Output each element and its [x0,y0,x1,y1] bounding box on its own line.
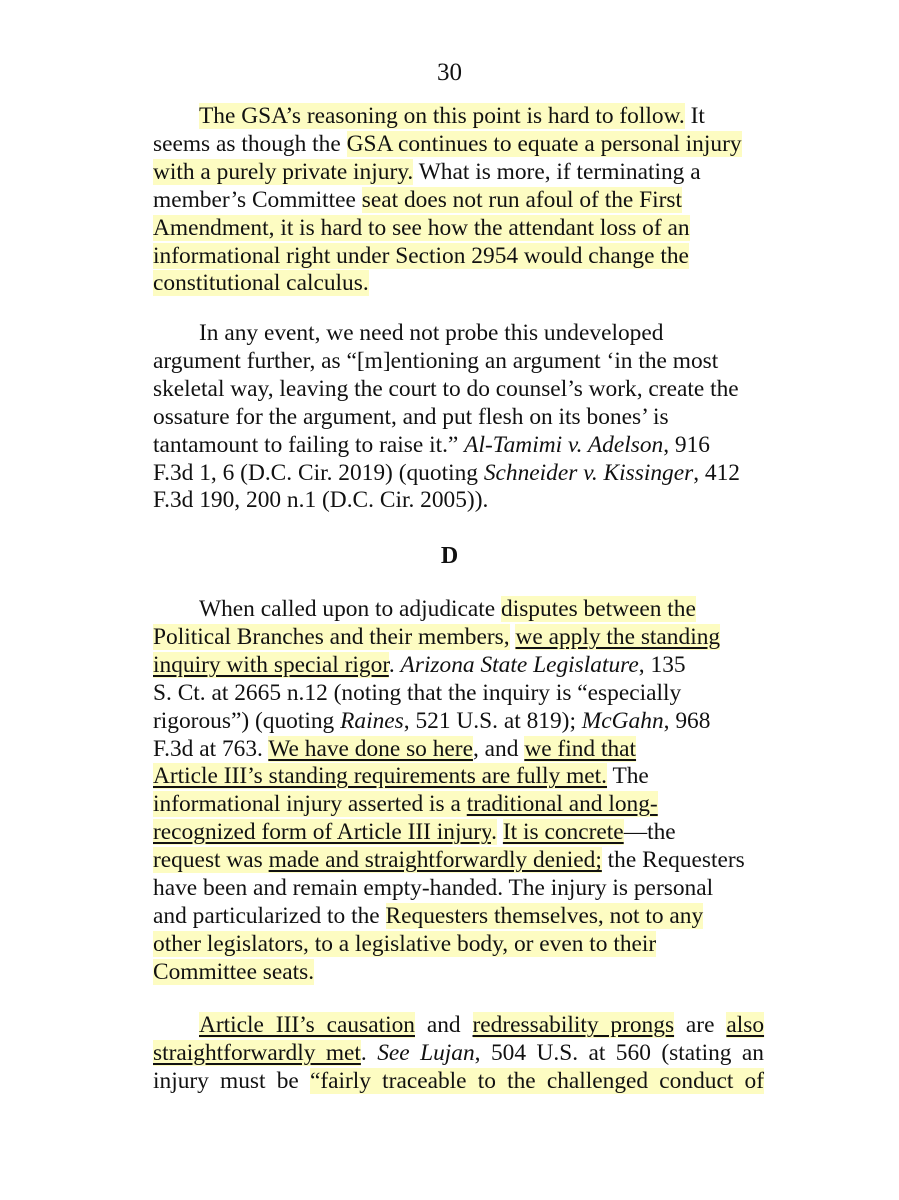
highlighted-underlined-text: Article III’s causation [199,1012,415,1038]
paragraph-undeveloped-argument [153,320,764,515]
highlighted-text: . [491,819,498,846]
text-line [153,959,764,987]
highlighted-underlined-text: made and straightforwardly denied; [268,847,602,874]
text-line [153,819,764,847]
text-span: What is more, if terminating a [413,158,701,185]
text-line [153,159,764,187]
text-line [153,270,764,298]
highlighted-text: seat does not run afoul of the First [361,186,683,213]
highlighted-text: GSA continues to equate a personal injury [346,130,742,157]
text-span: . [388,651,395,678]
highlighted-underlined-text: It is concrete [502,819,624,846]
text-line: argument further, as “[m]entioning an argument ‘in the most [153,347,719,374]
text-span: . [360,1039,367,1066]
text-span: —the [623,819,676,846]
highlighted-underlined-text: straightforwardly met [153,1039,361,1066]
text-span: The [612,763,649,790]
highlighted-underlined-text: we find that [524,735,637,762]
highlighted-text: “fairly traceable to the challenged conduct of [309,1067,764,1094]
text-line [153,736,764,764]
case-citation: Schneider v. Kissinger [483,459,694,486]
highlighted-underlined-text: recognized form of Article III injury [153,819,492,846]
section-heading-d: D [440,543,459,569]
text-span: injury must be [153,1067,310,1094]
text-span: , 968 [663,707,711,734]
text-span: , 916 [663,431,710,458]
highlighted-underlined-text: inquiry with special rigor [153,651,389,678]
text-span: member’s Committee [153,186,362,213]
text-span: rigorous”) (quoting [153,707,341,734]
case-citation: Al-Tamimi v. Adelson [464,431,664,458]
text-line: ossature for the argument, and put flesh on its bones’ is [153,403,669,430]
text-line [153,1068,764,1096]
text-line [153,131,764,159]
text-span: When called upon to adjudicate [199,596,502,622]
text-line: have been and remain empty-handed. The injury is personal [153,875,714,902]
text-span: , 412 [693,459,740,486]
paragraph-gsa-reasoning [153,103,764,298]
text-line [153,931,764,959]
case-citation: Raines [340,707,404,734]
highlighted-text: constitutional calculus. [153,270,369,297]
text-line: F.3d 190, 200 n.1 (D.C. Cir. 2005)). [153,487,489,514]
text-line [153,847,764,875]
text-line [153,791,764,819]
case-citation: McGahn [581,707,664,734]
text-span: , and [472,735,525,762]
highlighted-underlined-text: we apply the standing [515,623,721,650]
text-line [153,103,764,131]
highlighted-underlined-text: We have done so here [268,735,473,762]
text-line [153,460,764,488]
highlighted-underlined-text: Article III’s standing requirements are fully met. [153,763,608,790]
text-span: and particularized to the [153,902,386,929]
text-span: and [414,1012,473,1038]
paragraph-standing-inquiry [153,596,764,987]
highlighted-text: Requesters themselves, not to any [385,902,704,929]
highlighted-text: disputes between the [501,596,696,622]
highlighted-text: informational injury asserted is a [153,791,467,818]
text-span: F.3d at 763. [153,735,263,762]
text-line [153,432,764,460]
text-line [153,652,764,680]
text-span: seems as though the [153,130,347,157]
text-span: the Requesters [601,847,745,874]
paragraph-causation-redressability [153,1012,764,1096]
text-line [153,243,764,271]
case-citation: Arizona State Legislature [400,651,639,678]
highlighted-text: other legislators, to a legislative body, or even to their [153,930,657,957]
text-line: In any event, we need not probe this undeveloped [199,320,664,346]
text-line [153,215,764,243]
text-span: , 135 [638,651,686,678]
highlighted-text: The GSA’s reasoning on this point is hard to follow. [199,103,685,129]
text-line [153,763,764,791]
highlighted-text: Amendment, it is hard to see how the attendant loss of an [153,214,690,241]
highlighted-text: informational right under Section 2954 would change the [153,242,689,269]
text-span: tantamount to failing to raise it.” [153,431,459,458]
highlighted-text: Political Branches and their members, [153,623,510,650]
text-span: , 504 U.S. at 560 (stating an [474,1039,764,1066]
text-line [153,1012,764,1040]
text-line [153,903,764,931]
text-line [153,187,764,215]
text-line [153,624,764,652]
page-number: 30 [437,59,462,86]
text-line: S. Ct. at 2665 n.12 (noting that the inquiry is “especially [153,679,682,706]
text-line [153,596,764,624]
highlighted-underlined-text: traditional and long- [466,791,658,818]
highlighted-text: with a purely private injury. [153,158,414,185]
text-line [153,708,764,736]
text-line [153,1040,764,1068]
highlighted-text: Committee seats. [153,958,315,985]
text-span: are [674,1012,727,1038]
text-span: , 521 U.S. at 819); [403,707,582,734]
text-span: It [690,103,705,129]
text-line: skeletal way, leaving the court to do counsel’s work, create the [153,375,739,402]
text-span: F.3d 1, 6 (D.C. Cir. 2019) (quoting [153,459,484,486]
case-citation: See Lujan [377,1039,475,1066]
highlighted-underlined-text: redressability prongs [472,1012,675,1038]
highlighted-underlined-text: also [726,1012,765,1038]
highlighted-text: request was [153,847,269,874]
